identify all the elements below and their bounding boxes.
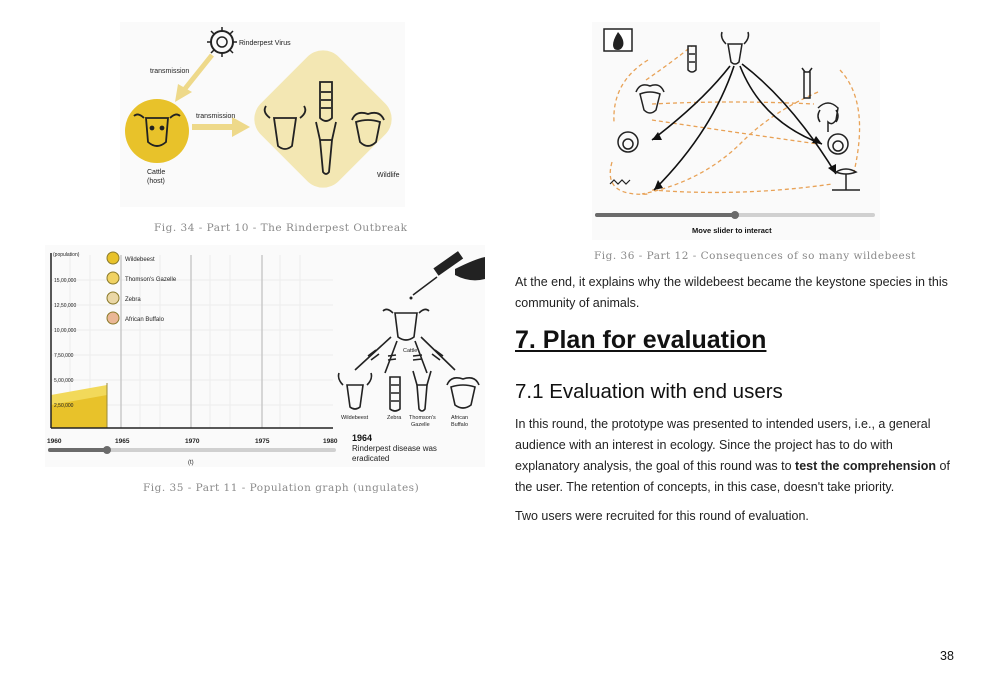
cattle-icon bbox=[383, 309, 429, 340]
population-graph bbox=[45, 245, 485, 467]
transmission-label-1: transmission bbox=[150, 68, 190, 75]
x-tick: 1975 bbox=[255, 438, 270, 445]
evaluation-text: of the user. The retention of concepts, in this case, doesn't take priority. bbox=[515, 459, 950, 494]
x-tick: 1965 bbox=[115, 438, 130, 445]
gazelle-icon bbox=[413, 371, 431, 411]
lion-icon bbox=[618, 132, 638, 152]
x-tick: 1980 bbox=[323, 438, 338, 445]
elephant-icon bbox=[818, 103, 838, 132]
legend-label: Zebra bbox=[125, 297, 141, 303]
legend-label: African Buffalo bbox=[125, 317, 164, 323]
slider-label: Move slider to interact bbox=[692, 226, 772, 235]
y-tick: 5,00,000 bbox=[54, 378, 74, 384]
legend-label: Wildebeest bbox=[125, 257, 155, 263]
legend-label: Thomson's Gazelle bbox=[125, 277, 177, 283]
animal-label: Buffalo bbox=[451, 422, 469, 428]
wildebeest-icon bbox=[722, 32, 749, 64]
y-axis-label: (population) bbox=[53, 252, 80, 258]
x-tick: 1960 bbox=[47, 438, 62, 445]
fig35-caption: Fig. 35 - Part 11 - Population graph (ungulates) bbox=[143, 482, 420, 494]
legend-swatch-gazelle bbox=[107, 272, 119, 284]
page-number: 38 bbox=[940, 649, 954, 663]
transmission-arrow-2 bbox=[192, 117, 250, 137]
time-slider-fill bbox=[48, 448, 106, 452]
legend-swatch-buffalo bbox=[107, 312, 119, 324]
transmission-label-2: transmission bbox=[196, 113, 236, 120]
dashed-relations bbox=[610, 46, 859, 194]
cattle-host-circle bbox=[125, 99, 189, 163]
evaluation-paragraph bbox=[515, 414, 960, 498]
buffalo-icon bbox=[636, 85, 664, 113]
x-axis-label: (t) bbox=[188, 460, 194, 466]
animal-label: African bbox=[451, 415, 469, 421]
intro-paragraph: At the end, it explains why the wildebeest became the keystone species in this community of animals. bbox=[515, 275, 948, 310]
figure-rinderpest-outbreak bbox=[120, 22, 405, 207]
time-slider-handle[interactable] bbox=[103, 446, 111, 454]
section-heading: 7. Plan for evaluation bbox=[515, 326, 767, 354]
animal-label: Zebra bbox=[387, 415, 402, 421]
animal-label: Thomson's bbox=[409, 415, 436, 421]
rinderpest-diagram bbox=[120, 22, 405, 207]
y-tick: 12,50,000 bbox=[54, 303, 77, 309]
syringe-icon bbox=[410, 251, 486, 299]
evaluation-emphasis: test the comprehension bbox=[795, 459, 937, 473]
event-text: Rinderpest disease was bbox=[352, 444, 437, 453]
zebra-icon bbox=[390, 377, 400, 411]
subsection-heading: 7.1 Evaluation with end users bbox=[515, 380, 783, 403]
lion-icon bbox=[828, 134, 848, 154]
animal-label: Gazelle bbox=[411, 422, 430, 428]
wildlife-label: Wildlife bbox=[377, 172, 400, 179]
event-year: 1964 bbox=[352, 433, 373, 443]
transmission-arrow-1 bbox=[175, 55, 212, 102]
figure-wildebeest-consequences bbox=[592, 22, 880, 240]
fig34-caption: Fig. 34 - Part 10 - The Rinderpest Outbreak bbox=[154, 222, 408, 234]
figure-population-graph bbox=[45, 245, 485, 467]
evaluation-text: In this round, the prototype was presented to intended users, i.e., a general audience with an interest in ecology. Since the project has to do with explanatory analysis, the goal of this round was to bbox=[515, 417, 931, 473]
event-text: eradicated bbox=[352, 454, 390, 463]
y-tick: 2,50,000 bbox=[54, 403, 74, 409]
giraffe-icon bbox=[802, 68, 812, 98]
interaction-slider-fill bbox=[595, 213, 735, 217]
tree-icon bbox=[832, 169, 860, 190]
x-tick: 1970 bbox=[185, 438, 200, 445]
cattle-label: Cattle bbox=[147, 169, 166, 176]
recruitment-paragraph: Two users were recruited for this round of evaluation. bbox=[515, 509, 809, 523]
consequences-diagram bbox=[592, 22, 880, 240]
legend bbox=[107, 252, 177, 324]
y-tick: 15,00,000 bbox=[54, 278, 77, 284]
buffalo-icon bbox=[447, 378, 479, 408]
interaction-slider-handle[interactable] bbox=[731, 211, 739, 219]
animal-label: Wildebeest bbox=[341, 415, 369, 421]
virus-icon bbox=[207, 27, 237, 57]
wildebeest-arrows bbox=[652, 64, 836, 190]
legend-swatch-wildebeest bbox=[107, 252, 119, 264]
legend-swatch-zebra bbox=[107, 292, 119, 304]
wildebeest-icon bbox=[339, 373, 372, 409]
zebra-icon bbox=[688, 46, 696, 72]
y-tick: 10,00,000 bbox=[54, 328, 77, 334]
virus-label: Rinderpest Virus bbox=[239, 40, 291, 47]
cattle-label: Cattle bbox=[403, 348, 418, 354]
y-tick: 7,50,000 bbox=[54, 353, 74, 359]
host-label: (host) bbox=[147, 178, 165, 185]
fig36-caption: Fig. 36 - Part 12 - Consequences of so many wildebeest bbox=[594, 250, 916, 262]
